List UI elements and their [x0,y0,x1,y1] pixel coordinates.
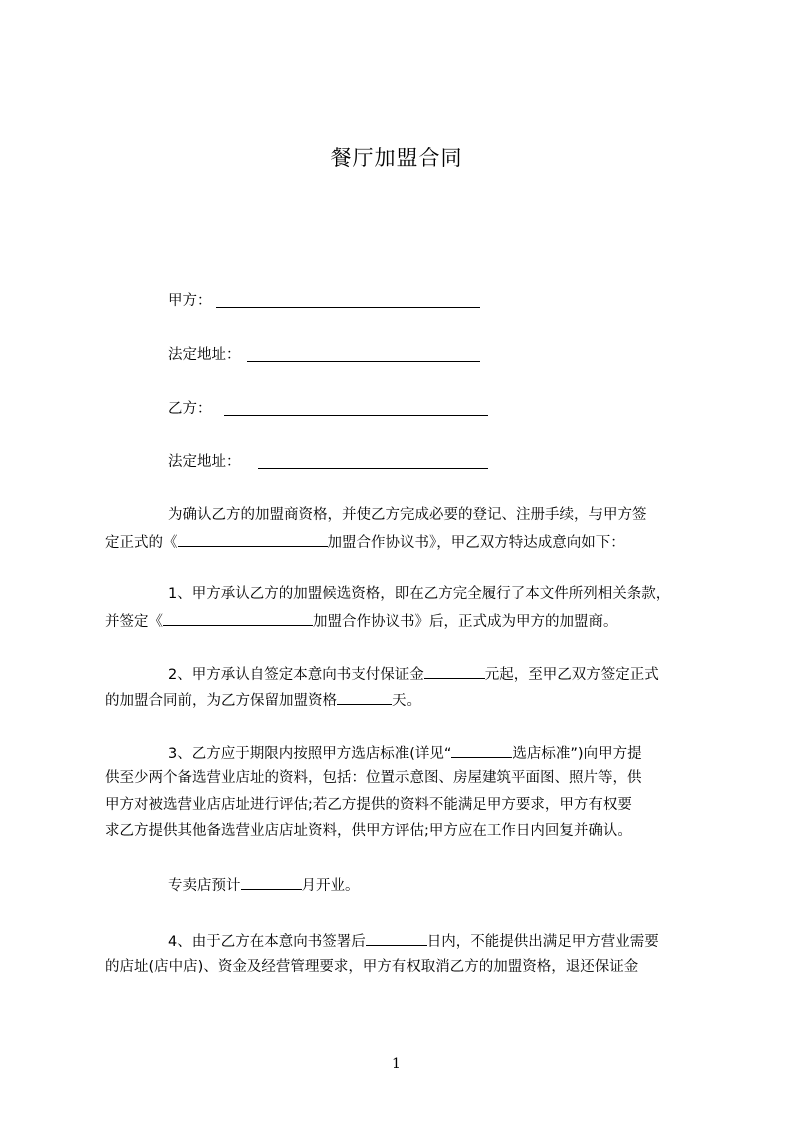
document-title: 餐厅加盟合同 [330,146,463,170]
address-b-label: 法定地址： [168,454,241,470]
deposit-amount-blank[interactable] [424,663,485,679]
opening-month-blank[interactable] [241,874,302,890]
party-b-field [168,399,212,419]
reservation-days-blank[interactable] [337,689,392,705]
clause-1-line-1: 1、甲方承认乙方的加盟候选资格，即在乙方完全履行了本文件所列相关条款， [168,586,671,602]
site-standard-blank[interactable] [451,742,512,758]
agreement-name-blank[interactable] [178,531,328,547]
clause-2-line-2: 的加盟合同前，为乙方保留加盟资格 天。 [105,689,421,711]
clause-1-agreement-blank[interactable] [163,610,313,626]
address-a-blank[interactable] [247,345,480,362]
clause-3-line-3: 甲方对被选营业店店址进行评估;若乙方提供的资料不能满足甲方要求，甲方有权要 [105,797,632,813]
address-a-label: 法定地址： [168,347,241,363]
party-b-label: 乙方： [168,401,212,417]
clause-4-line-2: 的店址(店中店)、资金及经营管理要求，甲方有权取消乙方的加盟资格，退还保证金 [105,959,639,975]
party-a-label: 甲方： [168,293,212,309]
intro-line-1: 为确认乙方的加盟商资格，并使乙方完成必要的登记、注册手续，与甲方签 [168,507,647,523]
address-a-field [168,345,241,365]
opening-line: 专卖店预计 月开业。 [168,874,360,896]
clause-3-line-1: 3、乙方应于期限内按照甲方选店标准(详见“ 选店标准”)向甲方提 [168,742,642,764]
clause-3-line-4: 求乙方提供其他备选营业店店址资料，供甲方评估;甲方应在工作日内回复并确认。 [105,823,632,839]
party-b-blank[interactable] [224,399,488,416]
clause-2-line-1: 2、甲方承认自签定本意向书支付保证金 元起，至甲乙双方签定正式 [168,663,659,685]
address-b-field [168,452,241,472]
page-number: 1 [392,1056,401,1072]
site-days-blank[interactable] [366,930,427,946]
clause-4-line-1: 4、由于乙方在本意向书签署后 日内，不能提供出满足甲方营业需要 [168,930,659,952]
address-b-blank[interactable] [258,452,488,469]
intro-line-2: 定正式的《 加盟合作协议书》，甲乙双方特达成意向如下： [105,531,625,553]
party-a-field [168,291,212,311]
clause-1-line-2: 并签定《 加盟合作协议书》后，正式成为甲方的加盟商。 [105,610,618,632]
party-a-blank[interactable] [216,291,480,308]
clause-3-line-2: 供至少两个备选营业店址的资料，包括：位置示意图、房屋建筑平面图、照片等，供 [105,770,642,786]
